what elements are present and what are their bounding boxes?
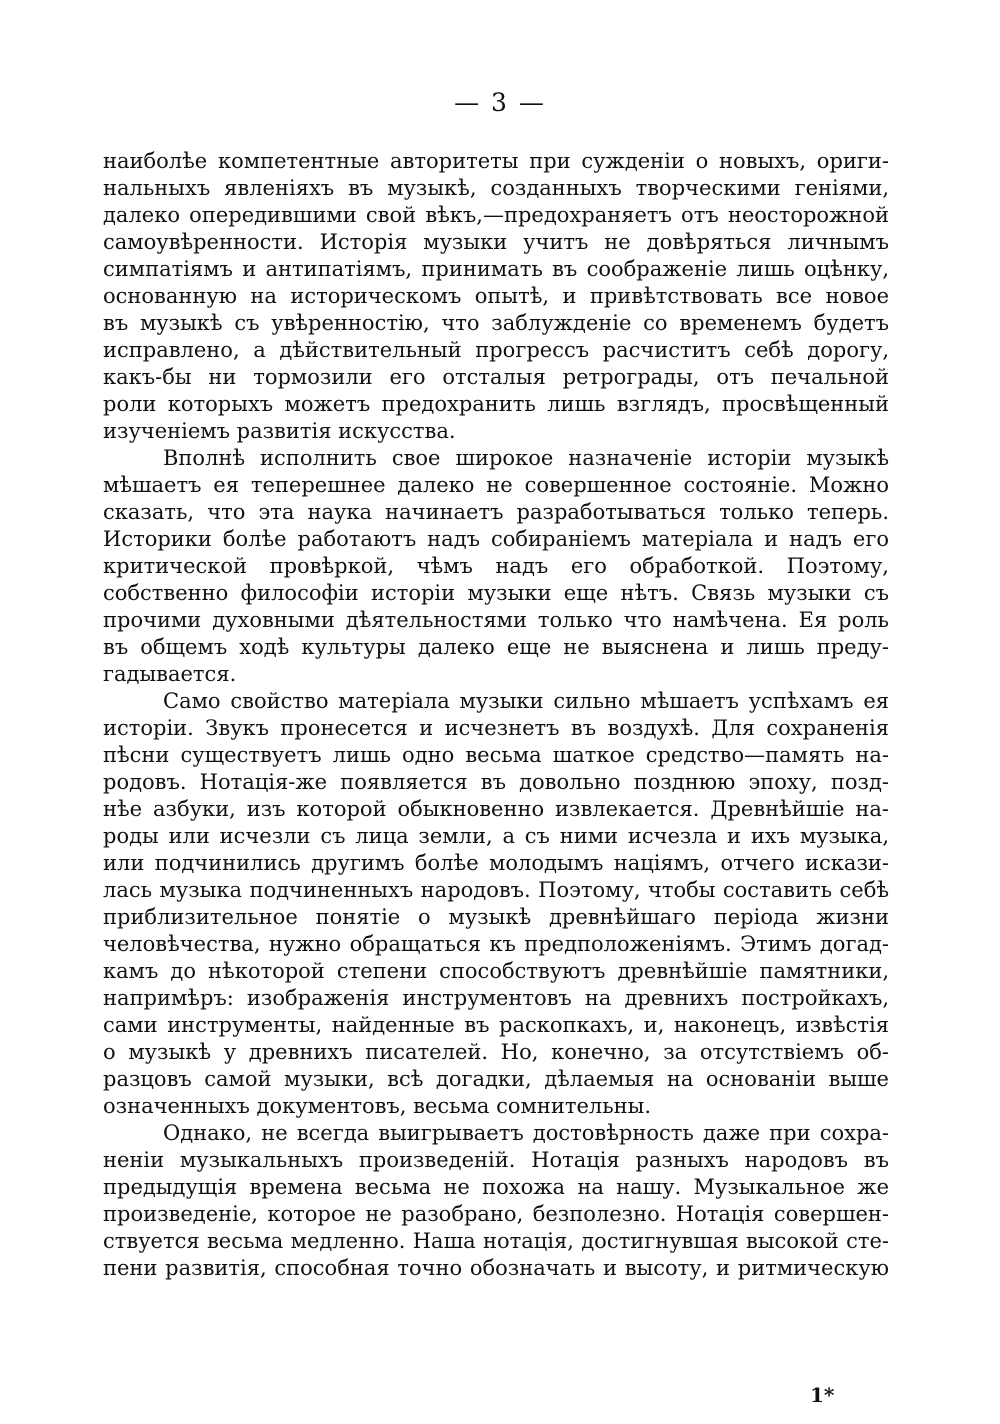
text-line: исторіи. Звукъ пронесется и исчезнетъ въ воздухѣ. Для сохраненія: [103, 716, 889, 740]
text-line: исправлено, а дѣйствительный прогрессъ расчиститъ себѣ дорогу,: [103, 338, 889, 362]
text-line: прочими духовными дѣятельностями только что намѣчена. Ея роль: [103, 608, 889, 632]
text-line: изученіемъ развитія искусства.: [103, 419, 456, 443]
text-line: основанную на историческомъ опытѣ, и привѣтствовать все новое: [103, 284, 889, 308]
text-line: роли которыхъ можетъ предохранить лишь взглядъ, просвѣщенный: [103, 392, 889, 416]
text-line: въ музыкѣ съ увѣренностію, что заблужденіе со временемъ будетъ: [103, 311, 889, 335]
text-line: или подчинились другимъ болѣе молодымъ націямъ, отчего искази-: [103, 851, 889, 875]
text-line: пѣсни существуетъ лишь одно весьма шаткое средство—память на-: [103, 743, 889, 767]
text-line: сказать, что эта наука начинаетъ разработываться только теперь.: [103, 500, 889, 524]
paragraph-start-line: Вполнѣ исполнить свое широкое назначеніе исторіи музыкѣ: [163, 446, 889, 470]
text-line: приблизительное понятіе о музыкѣ древнѣйшаго періода жизни: [103, 905, 889, 929]
text-line: разцовъ самой музыки, всѣ догадки, дѣлаемыя на основаніи выше: [103, 1067, 889, 1091]
text-line: сами инструменты, найденные въ раскопкахъ, и, наконецъ, извѣстія: [103, 1013, 889, 1037]
text-line: наиболѣе компетентные авторитеты при сужденіи о новыхъ, ориги-: [103, 149, 889, 173]
text-line: ствуется весьма медленно. Наша нотація, достигнувшая высокой сте-: [103, 1229, 889, 1253]
signature-mark: 1*: [810, 1383, 835, 1407]
text-line: нальныхъ явленіяхъ въ музыкѣ, созданныхъ творческими геніями,: [103, 176, 889, 200]
body-text: [103, 148, 889, 1282]
paragraph-start-line: Само свойство матеріала музыки сильно мѣшаетъ успѣхамъ ея: [163, 689, 889, 713]
text-line: Историки болѣе работаютъ надъ собираніемъ матеріала и надъ его: [103, 527, 889, 551]
text-line: лась музыка подчиненныхъ народовъ. Поэтому, чтобы составить себѣ: [103, 878, 889, 902]
text-line: самоувѣренности. Исторія музыки учитъ не довѣряться личнымъ: [103, 230, 889, 254]
text-line: предыдущія времена весьма не похожа на нашу. Музыкальное же: [103, 1175, 889, 1199]
text-line: гадывается.: [103, 662, 237, 686]
text-line: мѣшаетъ ея теперешнее далеко не совершенное состояніе. Можно: [103, 473, 889, 497]
text-line: произведеніе, которое не разобрано, безполезно. Нотація совершен-: [103, 1202, 889, 1226]
text-line: нѣе азбуки, изъ которой обыкновенно извлекается. Древнѣйшіе на-: [103, 797, 889, 821]
text-line: родовъ. Нотація-же появляется въ довольно позднюю эпоху, позд-: [103, 770, 889, 794]
page-number: — 3 —: [454, 88, 546, 117]
text-line: роды или исчезли съ лица земли, а съ ними исчезла и ихъ музыка,: [103, 824, 889, 848]
paragraph-start-line: Однако, не всегда выигрываетъ достовѣрность даже при сохра-: [163, 1121, 889, 1145]
text-line: о музыкѣ у древнихъ писателей. Но, конечно, за отсутствіемъ об-: [103, 1040, 889, 1064]
text-line: критической провѣркой, чѣмъ надъ его обработкой. Поэтому,: [103, 554, 889, 578]
text-line: напримѣръ: изображенія инструментовъ на древнихъ постройкахъ,: [103, 986, 889, 1010]
text-line: пени развитія, способная точно обозначать и высоту, и ритмическую: [103, 1256, 889, 1280]
text-line: далеко опередившими свой вѣкъ,—предохраняетъ отъ неосторожной: [103, 203, 889, 227]
text-line: камъ до нѣкоторой степени способствуютъ древнѣйшіе памятники,: [103, 959, 889, 983]
text-line: въ общемъ ходѣ культуры далеко еще не выяснена и лишь преду-: [103, 635, 889, 659]
text-line: неніи музыкальныхъ произведеній. Нотація разныхъ народовъ въ: [103, 1148, 889, 1172]
text-line: означенныхъ документовъ, весьма сомнительны.: [103, 1094, 652, 1118]
text-line: симпатіямъ и антипатіямъ, принимать въ соображеніе лишь оцѣнку,: [103, 257, 889, 281]
text-line: собственно философіи исторіи музыки еще нѣтъ. Связь музыки съ: [103, 581, 889, 605]
text-line: человѣчества, нужно обращаться къ предположеніямъ. Этимъ догад-: [103, 932, 889, 956]
text-line: какъ-бы ни тормозили его отсталыя ретрограды, отъ печальной: [103, 365, 889, 389]
